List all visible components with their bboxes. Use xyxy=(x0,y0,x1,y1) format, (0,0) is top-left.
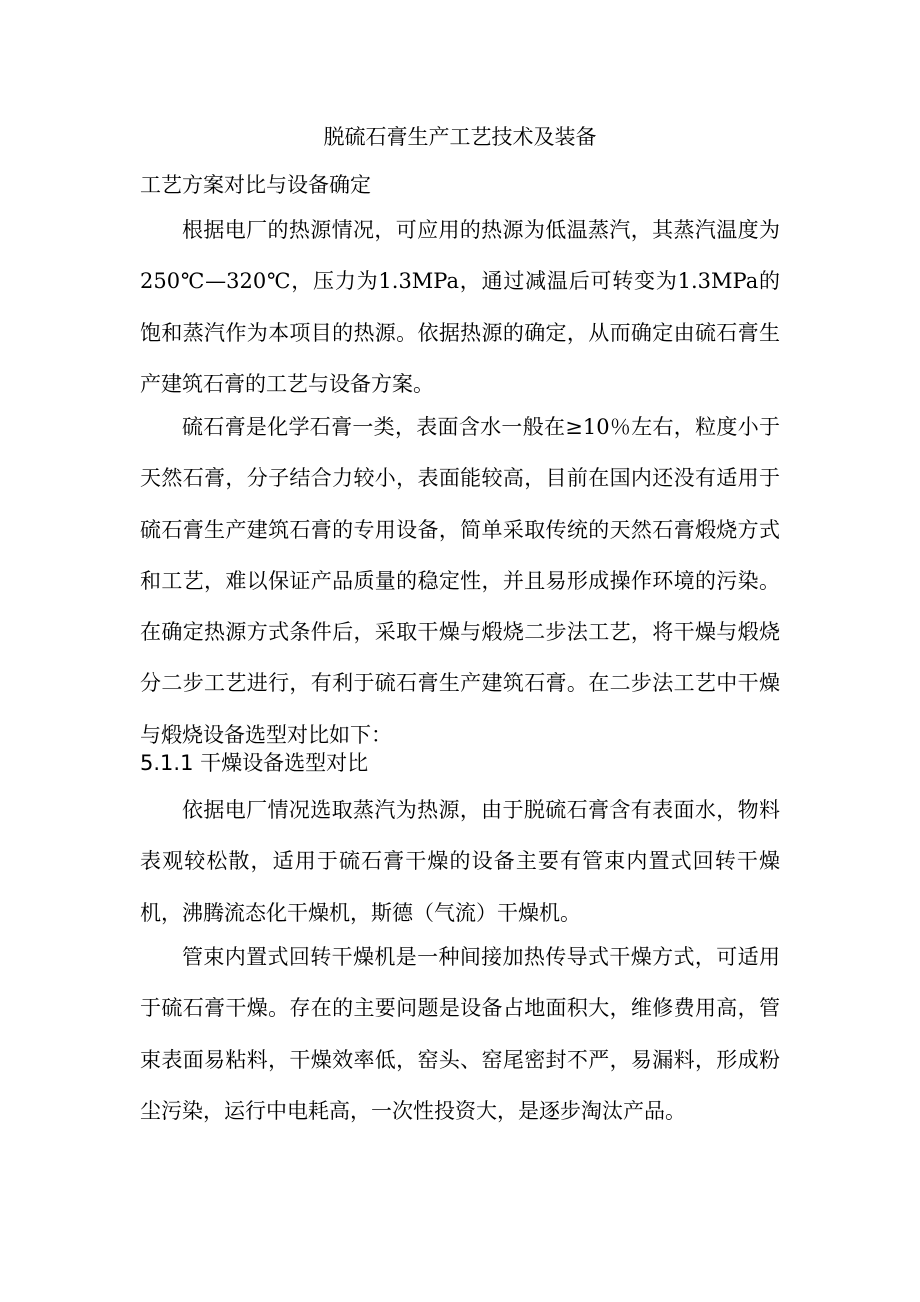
paragraph-gypsum-properties: 硫石膏是化学石膏一类，表面含水一般在≥10％左右，粒度小于天然石膏，分子结合力较小，表面能较高，目前在国内还没有适用于硫石膏生产建筑石膏的专用设备，简单采取传统的天然石膏煅烧方式和工艺，难以保证产品质量的稳定性，并且易形成操作环境的污染。在确定热源方式条件后，采取干燥与煅烧二步法工艺，将干燥与煅烧分二步工艺进行，有利于硫石膏生产建筑石膏。在二步法工艺中干燥与煅烧设备选型对比如下： xyxy=(140,415,780,747)
document-title: 脱硫石膏生产工艺技术及装备 xyxy=(323,125,597,149)
section-heading: 工艺方案对比与设备确定 xyxy=(140,173,371,197)
paragraph-heat-source: 根据电厂的热源情况，可应用的热源为低温蒸汽，其蒸汽温度为250℃—320℃，压力为1.3MPa，通过减温后可转变为1.3MPa的饱和蒸汽作为本项目的热源。依据热源的确定，从而确定由硫石膏生产建筑石膏的工艺与设备方案。 xyxy=(140,218,780,396)
paragraph-dryer-options: 依据电厂情况选取蒸汽为热源，由于脱硫石膏含有表面水，物料表观较松散，适用于硫石膏干燥的设备主要有管束内置式回转干燥机，沸腾流态化干燥机，斯德（气流）干燥机。 xyxy=(140,798,780,925)
paragraph-tube-bundle-dryer: 管束内置式回转干燥机是一种间接加热传导式干燥方式，可适用于硫石膏干燥。存在的主要问题是设备占地面积大，维修费用高，管束表面易粘料，干燥效率低，窑头、窑尾密封不严，易漏料，形成粉尘污染，运行中电耗高，一次性投资大，是逐步淘汰产品。 xyxy=(140,945,780,1123)
subsection-heading: 5.1.1 干燥设备选型对比 xyxy=(140,751,369,775)
